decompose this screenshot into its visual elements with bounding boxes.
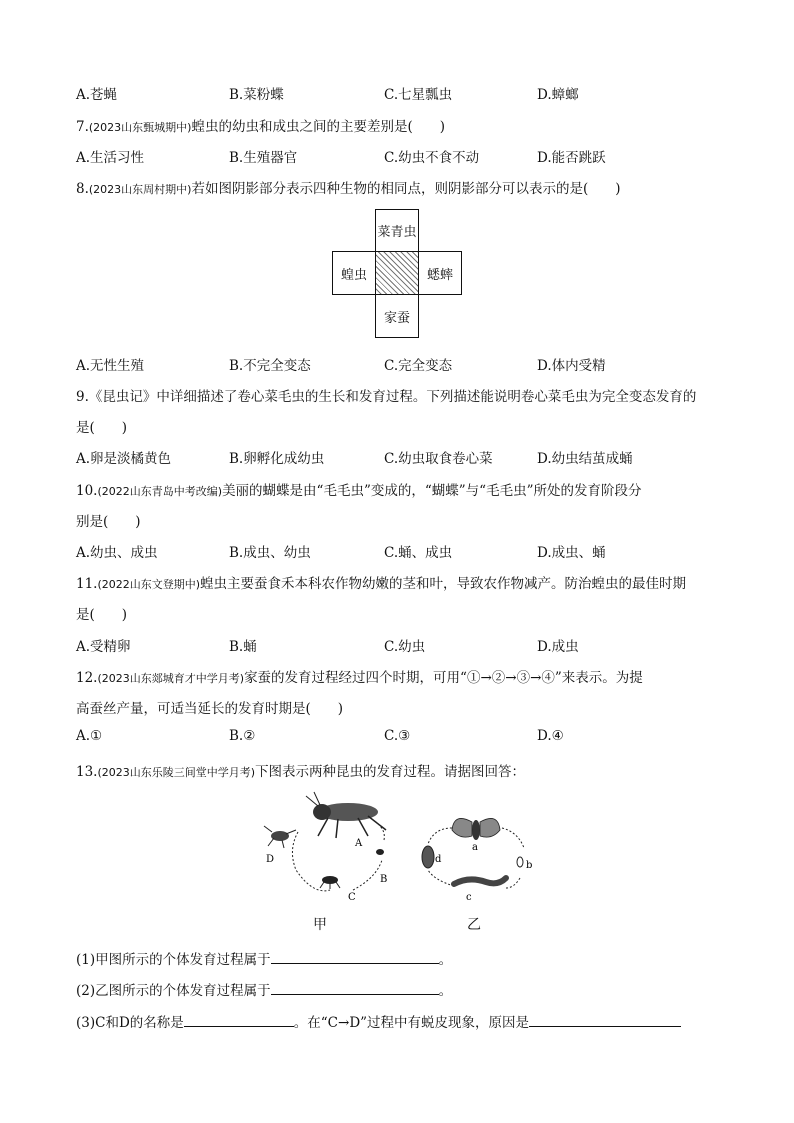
diagram-cell-top: 菜青虫 (375, 209, 419, 252)
q11-option-a: A.受精卵 (76, 639, 131, 655)
diagram-cell-right: 蟋蟀 (418, 251, 462, 295)
q8-option-b: B.不完全变态 (229, 358, 311, 374)
q11-option-d: D.成虫 (537, 639, 579, 655)
q8-option-c: C.完全变态 (384, 358, 453, 374)
q6-option-d: D.蟑螂 (537, 87, 579, 103)
q11-source: (2022山东文登期中) (97, 578, 201, 591)
label-d: d (435, 854, 442, 865)
q11-stem-line2: 是( ) (76, 607, 128, 623)
q10-text: 美丽的蝴蝶是由“毛毛虫”变成的，“蝴蝶”与“毛毛虫”所处的发育阶段分 (222, 483, 642, 499)
q10-source: (2022山东青岛中考改编) (97, 485, 223, 498)
q8-number: 8. (76, 181, 89, 197)
q10-number: 10. (76, 483, 98, 499)
q9-option-c: C.幼虫取食卷心菜 (384, 451, 493, 467)
q11-number: 11. (76, 576, 98, 592)
diagram-cell-bottom: 家蚕 (375, 294, 419, 338)
q8-source: (2023山东周村期中) (88, 183, 192, 196)
q6-option-b: B.菜粉蝶 (229, 87, 284, 103)
q10-option-d: D.成虫、蛹 (537, 545, 606, 561)
label-C: C (348, 892, 356, 903)
q10-stem-line2: 别是( ) (76, 514, 141, 530)
q9-option-a: A.卵是淡橘黄色 (76, 451, 172, 467)
q11-option-c: C.幼虫 (384, 639, 426, 655)
q12-option-d: D.④ (537, 728, 564, 744)
q7-option-b: B.生殖器官 (229, 150, 298, 166)
q10-option-b: B.成虫、幼虫 (229, 545, 311, 561)
q13-sub3-reason-blank[interactable] (529, 1012, 681, 1027)
label-a: a (472, 842, 478, 853)
q10-option-a: A.幼虫、成虫 (76, 545, 158, 561)
q6-option-a: A.苍蝇 (76, 87, 118, 103)
q13-sub2-answer-blank[interactable] (271, 980, 439, 995)
q11-stem-line1 (76, 572, 686, 592)
q12-option-a: A.① (76, 728, 103, 744)
q7-option-c: C.幼虫不食不动 (384, 150, 480, 166)
label-D: D (266, 854, 275, 865)
label-b: b (526, 860, 533, 871)
figure-jia-grasshopper-cycle (258, 790, 398, 908)
q12-number: 12. (76, 670, 98, 686)
label-B: B (380, 874, 388, 885)
q13-subquestion-2 (76, 979, 452, 999)
label-A: A (355, 838, 363, 849)
q7-stem (76, 115, 445, 135)
q7-text: 蝗虫的幼虫和成虫之间的主要差别是( ) (191, 119, 446, 135)
q12-option-c: C.③ (384, 728, 411, 744)
q10-option-c: C.蛹、成虫 (384, 545, 453, 561)
figure-jia-caption: 甲 (313, 917, 327, 933)
diagram-cell-left: 蝗虫 (332, 251, 376, 295)
label-c: c (466, 892, 472, 903)
q8-stem (76, 177, 621, 197)
q8-text: 若如图阴影部分表示四种生物的相同点，则阴影部分可以表示的是( ) (191, 181, 621, 197)
q13-sub1-answer-blank[interactable] (271, 949, 439, 964)
q13-text: 下图表示两种昆虫的发育过程。请据图回答： (255, 764, 526, 780)
q12-stem-line2: 高蚕丝产量，可适当延长的发育时期是( ) (76, 701, 344, 717)
q12-source: (2023山东郯城育才中学月考) (97, 672, 245, 685)
q13-sub1-text: (1)甲图所示的个体发育过程属于 (76, 952, 271, 968)
q13-number: 13. (76, 764, 98, 780)
q8-option-a: A.无性生殖 (76, 358, 145, 374)
q13-sub3-name-blank[interactable] (184, 1012, 294, 1027)
q6-option-c: C.七星瓢虫 (384, 87, 453, 103)
q13-subquestion-3 (76, 1011, 681, 1031)
q13-stem (76, 760, 525, 780)
q12-stem-line1 (76, 666, 643, 686)
q8-option-d: D.体内受精 (537, 358, 606, 374)
q9-option-b: B.卵孵化成幼虫 (229, 451, 325, 467)
q11-text: 蝗虫主要蚕食禾本科农作物幼嫩的茎和叶，导致农作物减产。防治蝗虫的最佳时期 (200, 576, 687, 592)
q13-sub2-text: (2)乙图所示的个体发育过程属于 (76, 983, 271, 999)
q9-stem-line2: 是( ) (76, 420, 128, 436)
q12-option-b: B.② (229, 728, 256, 744)
diagram-cell-shaded-center (375, 251, 419, 295)
q7-option-a: A.生活习性 (76, 150, 145, 166)
q13-sub2-period: 。 (438, 983, 453, 999)
figure-yi-silkworm-cycle (414, 808, 544, 908)
q13-sub1-period: 。 (438, 952, 453, 968)
q13-source: (2023山东乐陵三间堂中学月考) (97, 766, 256, 779)
q7-source: (2023山东甄城期中) (88, 121, 192, 134)
q13-sub3-text-b: 。在“C→D”过程中有蜕皮现象，原因是 (293, 1015, 530, 1031)
figure-yi-caption: 乙 (467, 917, 481, 933)
q10-stem-line1 (76, 479, 641, 499)
q7-number: 7. (76, 119, 89, 135)
q13-subquestion-1 (76, 948, 452, 968)
q7-option-d: D.能否跳跃 (537, 150, 606, 166)
q12-text: 家蚕的发育过程经过四个时期，可用“①→②→③→④”来表示。为提 (244, 670, 643, 686)
q9-option-d: D.幼虫结茧成蛹 (537, 451, 633, 467)
q11-option-b: B.蛹 (229, 639, 257, 655)
q13-sub3-text-a: (3)C和D的名称是 (76, 1015, 184, 1031)
q9-stem-line1: 9.《昆虫记》中详细描述了卷心菜毛虫的生长和发育过程。下列描述能说明卷心菜毛虫为完全变态发育的 (76, 389, 697, 405)
